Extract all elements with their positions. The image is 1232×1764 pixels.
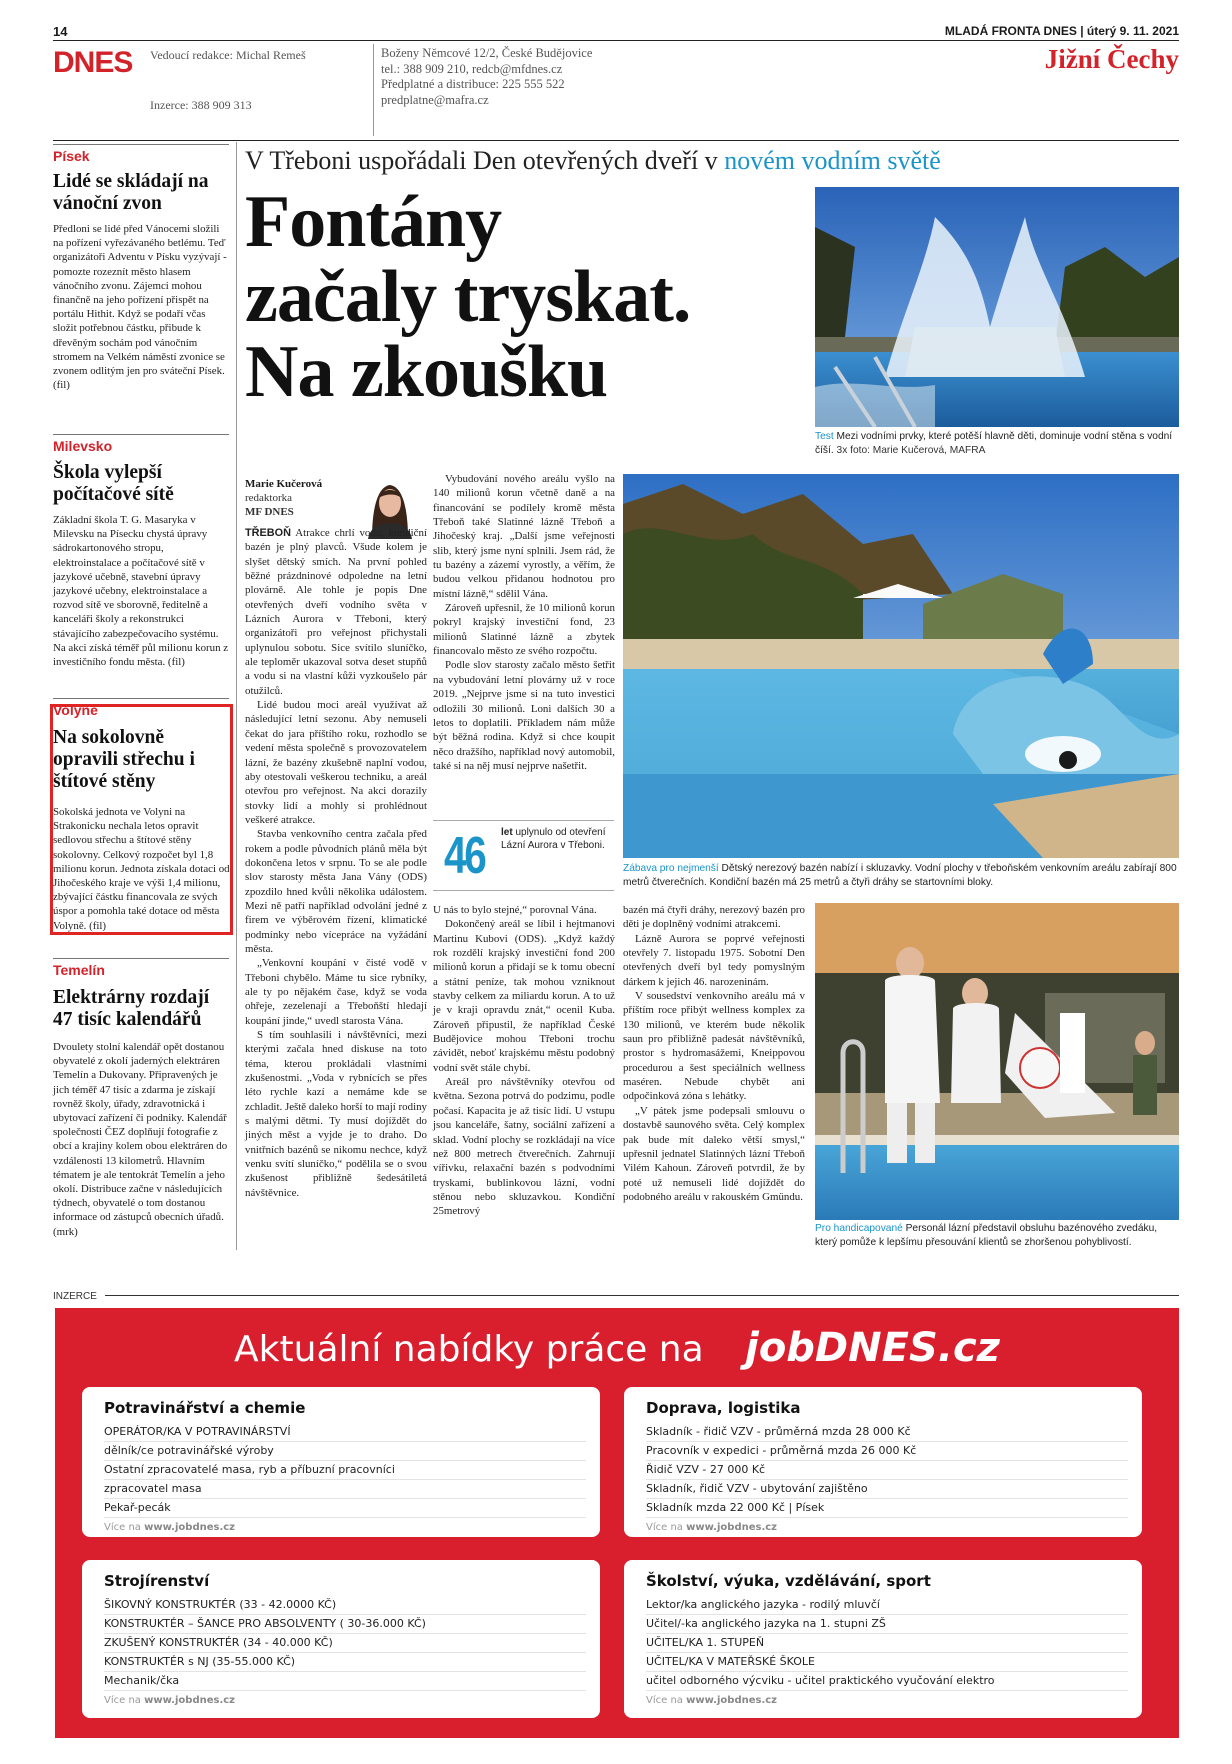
headline-line: začaly tryskat. (245, 256, 691, 338)
ad-label: INZERCE (53, 1291, 97, 1302)
article-paragraph: Podle slov starosty začalo město šetřit na vybudování letní plovárny už v roce 2019. „Nejprve jsme si na tuto investici odložili 30 milionů. Loni dalších 30 a letos to doplatili. Příkladem nám může být běžná rodina. Když si chce koupit něco dražšího, například nový automobil, také si na něj musí nejprve našetřit. (433, 659, 615, 772)
sidebar-headline-volyne: Na sokolovně opravili střechu i štítové stěny (53, 727, 195, 792)
job-listing[interactable]: Učitel/-ka anglického jazyka na 1. stupni ZŠ (646, 1615, 1128, 1634)
article-paragraph: bazén má čtyři dráhy, nerezový bazén pro děti je doplněný vodními atrakcemi. (623, 904, 805, 931)
job-listing[interactable]: UČITEL/KA 1. STUPEŇ (646, 1634, 1128, 1653)
job-listing[interactable]: Ostatní zpracovatelé masa, ryb a příbuzní pracovníci (104, 1461, 586, 1480)
article-column-2-bottom (433, 903, 615, 1219)
job-listing[interactable]: OPERÁTOR/KA V POTRAVINÁRSTVÍ (104, 1423, 586, 1442)
more-link[interactable]: www.jobdnes.cz (686, 1695, 777, 1706)
kicker-highlight: novém vodním světě (724, 146, 941, 175)
page-number: 14 (53, 24, 68, 39)
stat-desc: uplynulo od otevření Lázní Aurora v Třeboni. (501, 827, 606, 851)
ads-phone: Inzerce: 388 909 313 (150, 98, 252, 112)
sidebar-divider (236, 142, 237, 1250)
more-prefix: Více na (646, 1695, 683, 1706)
job-listing[interactable]: Mechanik/čka (104, 1672, 586, 1691)
sidebar-headline-pisek: Lidé se skládají na vánoční zvon (53, 171, 209, 214)
caption-fountain (815, 430, 1179, 457)
job-listing[interactable]: Skladník - řidič VZV - průměrná mzda 28 000 Kč (646, 1423, 1128, 1442)
headline-line: Fontány (245, 181, 502, 263)
more-link[interactable]: www.jobdnes.cz (686, 1522, 777, 1533)
sidebar-tag-pisek: Písek (53, 144, 229, 164)
article-paragraph: Lázně Aurora se poprvé veřejnosti otevřely 7. listopadu 1975. Sobotní Den otevřených dveří byl tedy pomyslným dárkem k jejich 46. narozeninám. (623, 932, 805, 988)
article-paragraph: Stavba venkovního centra začala před rokem a podle původních plánů měla být dokončena letos v srpnu. To se ale podle slov starosty města Jana Vány (ODS) zpozdilo hned kvůli několika událostem. Mezi ně patří například odvolání jedné z firem ve výběrovém řízení, klimatické podmínky nebo vícepráce na vyžádání města. (245, 828, 427, 955)
more-link[interactable]: www.jobdnes.cz (144, 1695, 235, 1706)
office-address (381, 46, 592, 108)
stat-rule (433, 820, 614, 821)
job-listing[interactable]: KONSTRUKTÉR – ŠANCE PRO ABSOLVENTY ( 30-36.000 KČ) (104, 1615, 586, 1634)
article-paragraph: Vybudování nového areálu vyšlo na 140 milionů korun včetně daně a na financování se podílely kromě města Třeboň také Slatinné lázně Třeboň a Jihočeský kraj. „Další jsme veřejnosti slib, který jsme nyní splnili. Jsem rád, že tu bazény a zázemí vyrostly, a věřím, že budou velkou přidanou hodnotou pro místní lázně,“ sdělil Vána. (433, 473, 615, 600)
jobdnes-logo[interactable]: jobDNES.cz (745, 1325, 1000, 1371)
more-jobs-link[interactable] (104, 1518, 586, 1538)
job-listing[interactable]: KONSTRUKTÉR s NJ (35-55.000 KČ) (104, 1653, 586, 1672)
more-jobs-link[interactable] (646, 1691, 1128, 1711)
article-headline (245, 181, 691, 413)
caption-text: Mezi vodními prvky, které potěší hlavně děti, dominuje vodní stěna s vodní číší. (815, 431, 1173, 456)
job-listing[interactable]: Řidič VZV - 27 000 Kč (646, 1461, 1128, 1480)
address-divider (373, 44, 374, 136)
job-card-engineering (82, 1560, 600, 1718)
sidebar-tag-temelin: Temelín (53, 958, 229, 978)
sidebar-text-volyne: Sokolská jednota ve Volyni na Strakonicku nechala letos opravit sedlovou střechu a štítové stěny sokolovny. Celkový rozpočet byl 1,8 milionu korun. Jednota získala dotaci od Jihočeského kraje ve výši 1,4 milionu, zbývající částku financovala ze svých úspor a pomohla také dotace od města Volyně. (fil) (53, 806, 230, 932)
sidebar-tag-milevsko: Milevsko (53, 434, 229, 454)
job-card-title: Doprava, logistika (646, 1399, 801, 1417)
job-listing[interactable]: Pekař-pecák (104, 1499, 586, 1518)
job-card-title: Strojírenství (104, 1572, 210, 1590)
article-paragraph: Lidé budou moci areál využívat až následující letní sezonu. Aby nemuseli čekat do jara příštího roku, rozhodlo se vedení města společně s provozovatelem lázní, že bazény zkušebně naplní vodou, aby otestovali veškerou techniku, a areál otevřou pro veřejnost. Na akci dorazily stovky lidí a mohly si prohlédnout veškeré atrakce. (245, 699, 427, 826)
article-paragraph: Atrakce chrlí vodu, kondiční bazén je plný plavců. Všude kolem je slyšet dětský smích. Na první pohled běžné prázdninové odpoledne na letní plovárně. Ale tohle je popis Dne otevřených dveří vodního světa v Lázních Aurora v Třeboni, který organizátoři pro veřejnost přichystali uplynulou sobotu. Sice svítilo sluníčko, ale teploměr ukazoval sotva deset stupňů a vodu si na vlastní kůži vyzkoušelo pár otužilců. (245, 527, 427, 697)
job-card-title: Školství, výuka, vzdělávání, sport (646, 1572, 931, 1590)
article-column-2 (433, 472, 615, 773)
ad-title (55, 1325, 1179, 1371)
region-title: Jižní Čechy (1044, 44, 1179, 74)
caption-pool-lift (815, 1222, 1179, 1249)
article-kicker (245, 146, 941, 176)
job-card-food (82, 1387, 600, 1537)
article-column-3 (623, 903, 805, 1204)
job-card-transport (624, 1387, 1142, 1537)
more-prefix: Více na (104, 1695, 141, 1706)
ad-title-text: Aktuální nabídky práce na (234, 1329, 704, 1370)
author-name: Marie Kučerová (245, 478, 323, 490)
job-listing[interactable]: zpracovatel masa (104, 1480, 586, 1499)
job-listing[interactable]: Lektor/ka anglického jazyka - rodilý mluvčí (646, 1596, 1128, 1615)
headline-line: Na zkoušku (245, 331, 608, 413)
article-paragraph: S tím souhlasili i návštěvníci, mezi kterými začala hned diskuse na toto téma, kterou prokládali vlastními zkušenostmi. „Voda v rybnících se přes léto rychle kazí a nemáme kde se zchladit. Ještě daleko horší to mají rodiny s malými dětmi. Ty musí dojíždět do jiných měst a vyjde je to draho. Do vnitřních bazénů se nikomu nechce, když venku svítí sluníčko,“ podělila se o svou zkušenost přibližně šedesátiletá návštěvnice. (245, 1029, 427, 1199)
more-prefix: Více na (646, 1522, 683, 1533)
address-line: tel.: 388 909 210, redcb@mfdnes.cz (381, 61, 563, 76)
sidebar-text-pisek: Předloni se lidé před Vánocemi složili na pořízení vyřezávaného betlému. Teď organizátoři Adventu v Písku vyzývají - pomozte rozeznít město hlasem vánočního zvonu. Zájemci mohou finančně na jeho pořízení přispět na portálu Hithit. Když se podaří včas složit potřebnou částku, přibude k dřevěným sochám pod vánočním stromem na Velkém náměstí zvonice se zvonem odlitým jen pro sváteční Písek. (fil) (53, 223, 227, 392)
highlight-frame (50, 704, 233, 935)
author-org: MF DNES (245, 506, 294, 518)
stat-text (501, 826, 611, 852)
job-card-education (624, 1560, 1142, 1718)
more-jobs-link[interactable] (104, 1691, 586, 1711)
article-paragraph: „Venkovní koupání v čisté vodě v Třeboni chybělo. Máme tu sice rybníky, ale ty po nějakém čase, když se voda ohřeje, zezelenají a Třeboňští hledají koupání jinde,“ uvedl starosta Vána. (245, 957, 427, 1027)
sidebar-text-temelin: Dvoulety stolní kalendář opět dostanou obyvatelé z okolí jaderných elektráren Temelín a Dukovany. Připravených je jich téměř 47 tisíc a zdarma je získají rovněž školy, úřady, zdravotnická i ubytovací zařízení či podniky. Kalendář společnosti ČEZ doplňují fotografie z obcí a krajiny kolem obou elektráren do vzdálenosti 13 kilometrů. Hlavním tématem je ale tentokrát Temelín a jeho okolí. Distribuce začne v následujících týdnech, obyvatelé o tom dostanou informace od zástupců obecních úřadů. (mrk) (53, 1041, 228, 1238)
sidebar-text-milevsko: Základní škola T. G. Masaryka v Milevsku na Písecku chystá úpravy sádrokartonového stropu, elektroinstalace a počítačové sítě v jazykové učebně, stavební úpravy jazykové učebny, elektroinstalace a rozvod sítě ve sborovně, ředitelně a kanceláři školy a rekonstrukci stávajícího zabezpečovacího systému. Na akci získá téměř půl milionu korun z investičního fondu města. (fil) (53, 514, 229, 669)
editor-credit: Vedoucí redakce: Michal Remeš (150, 48, 306, 62)
caption-text: Dětský nerezový bazén nabízí i skluzavky. Vodní plochy v třeboňském venkovním areálu zabírají 800 metrů čtverečních. Kondiční bazén má 25 metrů a čtyři dráhy se startovními bloky. (623, 863, 1177, 888)
top-rule (53, 40, 1179, 41)
caption-lead: Test (815, 431, 834, 442)
caption-text: Personál lázní představil obsluhu bazénového zvedáku, který pomůže k lepšímu přesouvání klientů se zhoršenou pohyblivostí. (815, 1223, 1158, 1248)
address-line: predplatne@mafra.cz (381, 92, 489, 107)
job-listing[interactable]: ZKUŠENÝ KONSTRUKTÉR (34 - 40.000 KČ) (104, 1634, 586, 1653)
address-line: Předplatné a distribuce: 225 555 522 (381, 77, 565, 91)
fountain-photo (815, 187, 1179, 427)
article-paragraph: V sousedství venkovního areálu má v příštím roce přibýt wellness komplex za 130 milionů, ve kterém bude několik saun pro přibližně padesát návštěvníků, prostor s hydromasážemi, Kneippovou procedurou a šest speciálních wellness maséren. Nebude chybět ani odpočinková zóna s lehátky. (623, 990, 805, 1103)
more-jobs-link[interactable] (646, 1518, 1128, 1538)
caption-lead: Pro handicapované (815, 1223, 903, 1234)
article-paragraph: Zároveň upřesnil, že 10 milionů korun pokryl krajský investiční fond, 23 milionů Slatinné lázně a zbytek financovalo město ze svého rozpočtu. (433, 602, 615, 658)
dateline: TŘEBOŇ (245, 527, 291, 539)
job-listing[interactable]: ŠIKOVNÝ KONSTRUKTÉR (33 - 42.0000 KČ) (104, 1596, 586, 1615)
article-column-1 (245, 526, 427, 1200)
job-listing[interactable]: Skladník, řidič VZV - ubytování zajištěno (646, 1480, 1128, 1499)
sidebar-headline-milevsko: Škola vylepší počítačové sítě (53, 462, 174, 505)
header-rule (53, 140, 1179, 141)
job-listing[interactable]: Skladník mzda 22 000 Kč | Písek (646, 1499, 1128, 1518)
kids-pool-photo (623, 474, 1179, 858)
job-card-title: Potravinářství a chemie (104, 1399, 306, 1417)
pool-lift-photo (815, 903, 1179, 1220)
kicker-prefix: V Třeboni uspořádali Den otevřených dveří v (245, 146, 718, 175)
sidebar-headline-temelin: Elektrárny rozdají 47 tisíc kalendářů (53, 987, 210, 1030)
author-role: redaktorka (245, 492, 293, 504)
article-paragraph: U nás to bylo stejné,“ porovnal Vána. (433, 904, 597, 916)
caption-lead: Zábava pro nejmenší (623, 863, 719, 874)
ad-rule (105, 1295, 1179, 1296)
stat-number: 46 (444, 827, 485, 885)
sidebar-tag-volyne: Volyně (53, 698, 229, 718)
dnes-logo: DNES (53, 46, 133, 79)
job-listing[interactable]: UČITEL/KA V MATEŘSKÉ ŠKOLE (646, 1653, 1128, 1672)
article-paragraph: „V pátek jsme podepsali smlouvu o dostavbě saunového světa. Celý komplex pak bude mít daleko větší smysl,“ upřesnil jednatel Slatinných lázní Třeboň Vilém Kahoun. Zároveň potvrdil, že by poté už nemuseli lidé dojíždět do podobného areálu v rakouském Gmündu. (623, 1104, 805, 1203)
more-link[interactable]: www.jobdnes.cz (144, 1522, 235, 1533)
masthead-date: MLADÁ FRONTA DNES | úterý 9. 11. 2021 (944, 24, 1179, 38)
address-line: Boženy Němcové 12/2, České Budějovice (381, 46, 593, 60)
job-listing[interactable]: dělník/ce potravinářské výroby (104, 1442, 586, 1461)
stat-bold: let (501, 827, 513, 838)
caption-kids-pool (623, 862, 1179, 889)
more-prefix: Více na (104, 1522, 141, 1533)
stat-rule (433, 890, 614, 891)
article-paragraph: Dokončený areál se líbil i hejtmanovi Martinu Kubovi (ODS). „Když každý rok rozdělí krajský investiční fond 200 milionů korun a přidají se k tomu obecní a státní peníze, tak mohou vzniknout stavby celkem za miliardu korun. A to už je v kraji opravdu znát,“ ocenil Kuba. Zároveň připustil, že například České Budějovice mohou Třeboni trochu závidět, neboť krajskému městu podobný vodní svět stále chybí. (433, 918, 615, 1074)
job-listing[interactable]: Pracovník v expedici - průměrná mzda 26 000 Kč (646, 1442, 1128, 1461)
article-paragraph: Areál pro návštěvníky otevřou od května. Sezona potrvá do podzimu, podle počasí. Kapacita je až tisíc lidí. U vstupu jsou kanceláře, šatny, sociální zařízení a sklad. Vodní plochy se rozkládají na více než 800 metrech čtverečních. Zahrnují vířivku, relaxační bazén s podvodními tryskami, bublinkovou lázní, vodní stěnou nebo skluzavkou. Kondiční 25metrový (433, 1076, 615, 1218)
photo-credit: 3x foto: Marie Kučerová, MAFRA (836, 444, 986, 456)
job-listing[interactable]: učitel odborného výcviku - učitel praktického vyučování elektro (646, 1672, 1128, 1691)
